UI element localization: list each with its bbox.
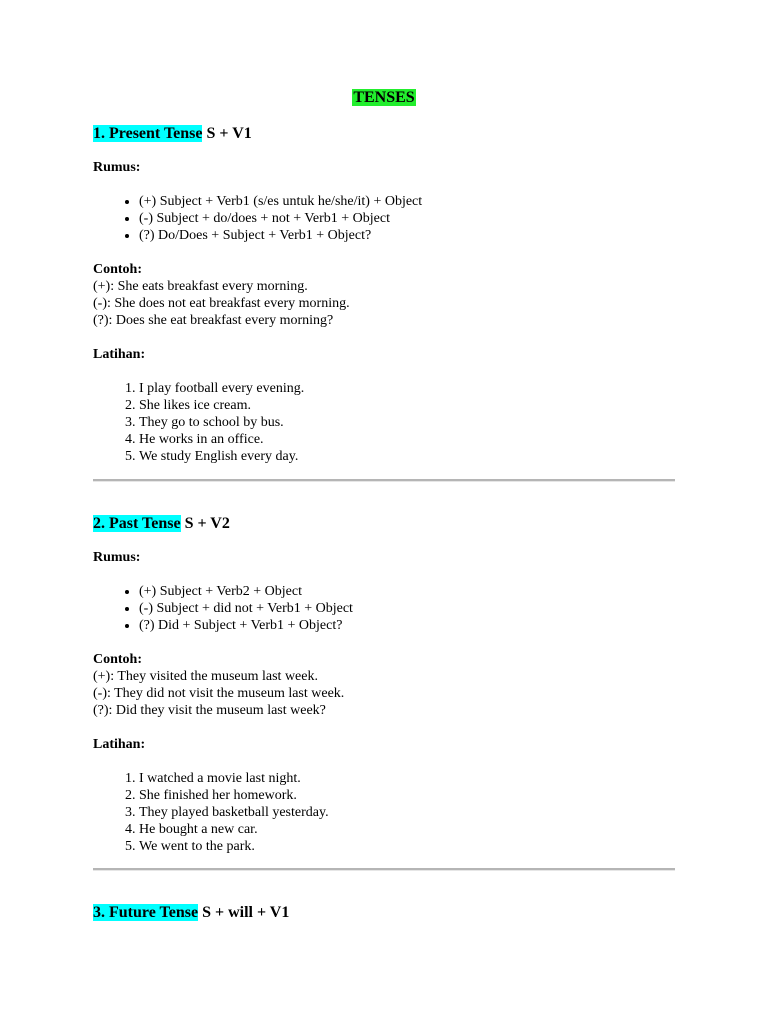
example-line: (?): Does she eat breakfast every morning? xyxy=(93,313,334,328)
latihan-label: Latihan: xyxy=(93,347,146,362)
rules-list xyxy=(93,193,675,244)
exercise-list xyxy=(93,770,675,855)
latihan-label: Latihan: xyxy=(93,737,146,752)
example-line: (-): They did not visit the museum last week. xyxy=(93,686,345,701)
list-item: • (-) Subject + do/does + not + Verb1 + Object xyxy=(139,210,675,227)
horizontal-rule xyxy=(93,868,675,871)
document-title xyxy=(93,88,675,107)
section-future-tense xyxy=(93,903,675,922)
list-item: • (+) Subject + Verb1 (s/es untuk he/she/it) + Object xyxy=(139,193,675,210)
list-item: 3. They go to school by bus. xyxy=(139,414,675,431)
section-present-tense xyxy=(93,124,675,465)
rumus-label: Rumus: xyxy=(93,160,141,175)
section-heading-formula: S + V1 xyxy=(202,125,252,142)
horizontal-rule xyxy=(93,479,675,482)
section-heading-highlight: 2. Past Tense xyxy=(93,515,181,532)
section-heading-formula: S + will + V1 xyxy=(198,904,290,921)
list-item: 5. We went to the park. xyxy=(139,838,675,855)
list-item: • (+) Subject + Verb2 + Object xyxy=(139,583,675,600)
list-item: 4. He works in an office. xyxy=(139,431,675,448)
section-past-tense xyxy=(93,514,675,855)
document-title-text: TENSES xyxy=(353,89,415,106)
example-line: (?): Did they visit the museum last week? xyxy=(93,703,326,718)
example-line: (+): They visited the museum last week. xyxy=(93,669,318,684)
rumus-label: Rumus: xyxy=(93,550,141,565)
section-heading-formula: S + V2 xyxy=(180,515,230,532)
section-heading xyxy=(93,514,675,533)
example-line: (+): She eats breakfast every morning. xyxy=(93,279,308,294)
list-item: 2. She finished her homework. xyxy=(139,787,675,804)
rules-list xyxy=(93,583,675,634)
list-item: 3. They played basketball yesterday. xyxy=(139,804,675,821)
exercise-list xyxy=(93,380,675,465)
list-item: • (?) Did + Subject + Verb1 + Object? xyxy=(139,617,675,634)
section-heading-highlight: 3. Future Tense xyxy=(93,904,199,921)
contoh-label: Contoh: xyxy=(93,262,143,277)
list-item: 1. I watched a movie last night. xyxy=(139,770,675,787)
section-heading-highlight: 1. Present Tense xyxy=(93,125,203,142)
example-line: (-): She does not eat breakfast every morning. xyxy=(93,296,350,311)
section-heading xyxy=(93,124,675,143)
list-item: 2. She likes ice cream. xyxy=(139,397,675,414)
contoh-label: Contoh: xyxy=(93,652,143,667)
list-item: • (-) Subject + did not + Verb1 + Object xyxy=(139,600,675,617)
list-item: 1. I play football every evening. xyxy=(139,380,675,397)
list-item: • (?) Do/Does + Subject + Verb1 + Object? xyxy=(139,227,675,244)
list-item: 5. We study English every day. xyxy=(139,448,675,465)
section-heading xyxy=(93,903,675,922)
list-item: 4. He bought a new car. xyxy=(139,821,675,838)
